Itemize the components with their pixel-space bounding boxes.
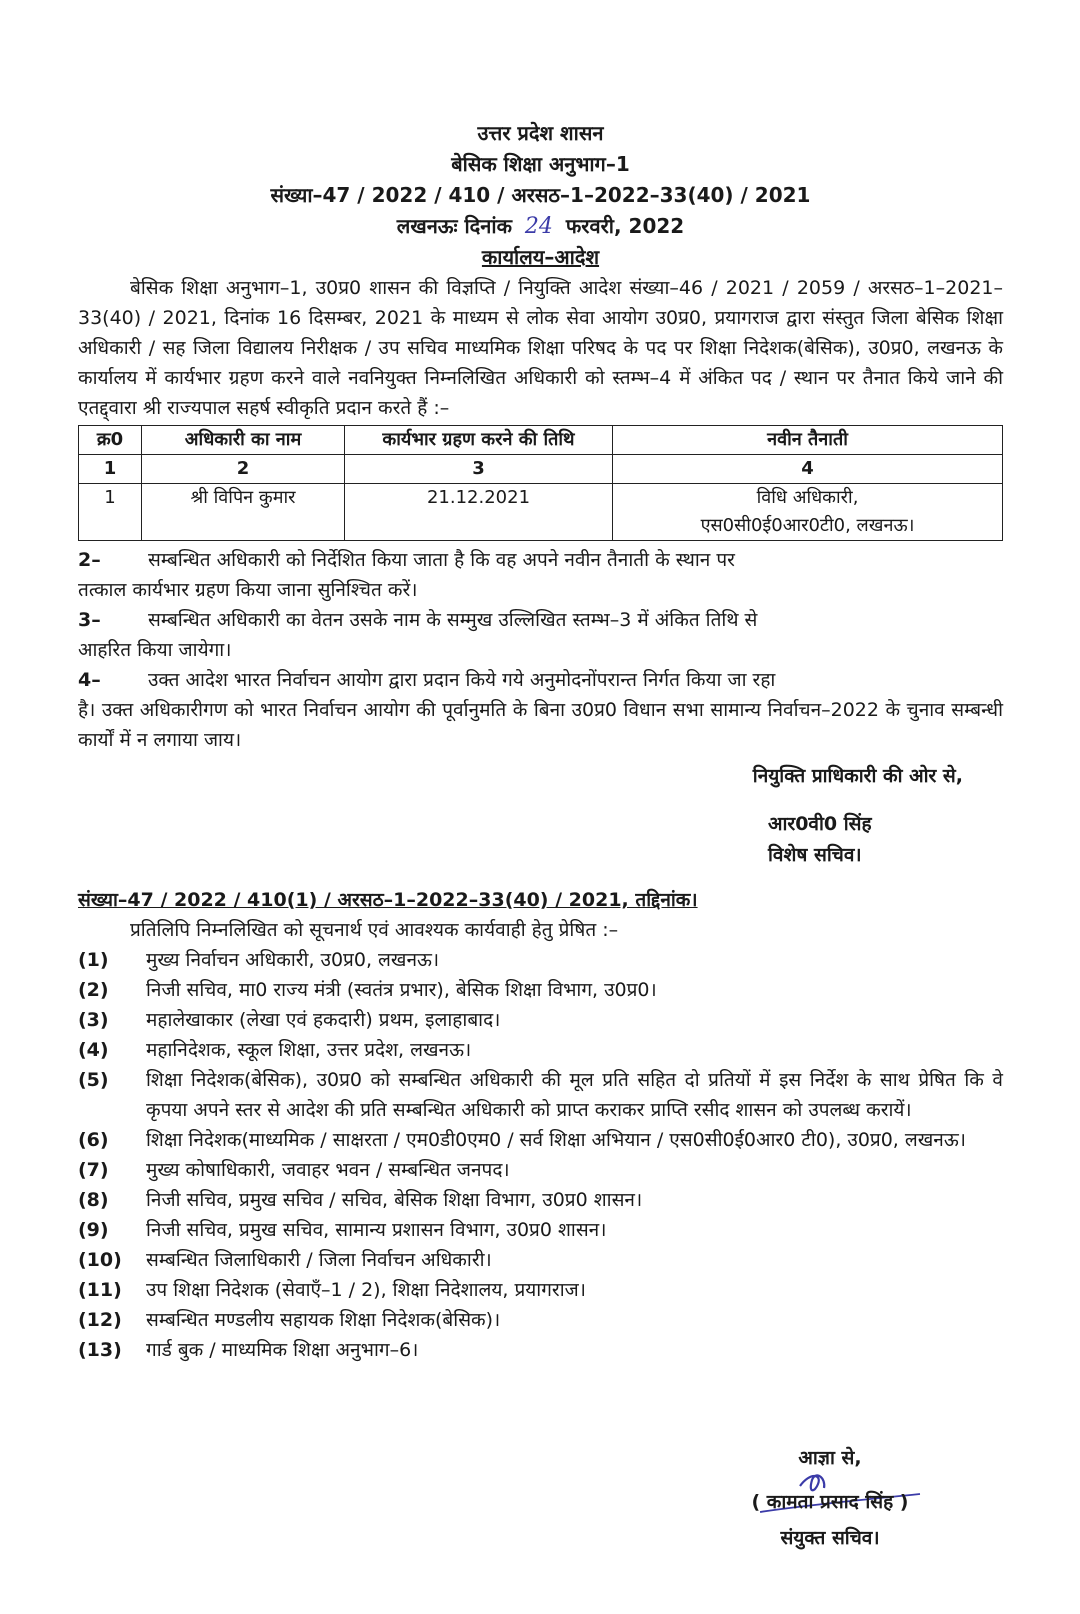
list-item bbox=[78, 1245, 1003, 1275]
list-item-text: निजी सचिव, मा0 राज्य मंत्री (स्वतंत्र प्रभार), बेसिक शिक्षा विभाग, उ0प्र0। bbox=[146, 979, 657, 1001]
list-item-number: (11) bbox=[78, 1279, 122, 1301]
col-name-header: अधिकारी का नाम bbox=[142, 426, 345, 455]
list-item bbox=[78, 1275, 1003, 1305]
list-item-number: (13) bbox=[78, 1339, 122, 1361]
list-item-text: उप शिक्षा निदेशक (सेवाएँ–1 / 2), शिक्षा निदेशालय, प्रयागराज। bbox=[146, 1279, 586, 1301]
col-sno-header: क्र0 bbox=[79, 426, 142, 455]
list-item-text: गार्ड बुक / माध्यमिक शिक्षा अनुभाग–6। bbox=[146, 1339, 419, 1361]
closing-order-line: आज्ञा से, bbox=[798, 1447, 862, 1469]
list-item bbox=[78, 1215, 1003, 1245]
list-item bbox=[78, 1155, 1003, 1185]
cell-name: श्री विपिन कुमार bbox=[142, 484, 345, 541]
list-item bbox=[78, 1065, 1003, 1125]
list-item bbox=[78, 1305, 1003, 1335]
list-item-number: (1) bbox=[78, 949, 109, 971]
list-item bbox=[78, 1125, 1003, 1155]
col-posting-header: नवीन तैनाती bbox=[613, 426, 1003, 455]
cell-posting bbox=[613, 484, 1003, 541]
list-item-text: शिक्षा निदेशक(बेसिक), उ0प्र0 को सम्बन्धित अधिकारी की मूल प्रति सहित दो प्रतियों में इस निर्देश के साथ प्रेषित कि वे कृपया अपने स्तर से आदेश की प्रति सम्बन्धित अधिकारी को प्राप्त कराकर प्राप्ति रसीद शासन को उपलब्ध करायें। bbox=[146, 1069, 1003, 1121]
list-item-text: सम्बन्धित मण्डलीय सहायक शिक्षा निदेशक(बेसिक)। bbox=[146, 1309, 501, 1331]
col-date-header: कार्यभार ग्रहण करने की तिथि bbox=[345, 426, 613, 455]
date-suffix: फरवरी, 2022 bbox=[565, 214, 685, 238]
list-item-number: (4) bbox=[78, 1039, 109, 1061]
signatory-block bbox=[768, 809, 1003, 871]
list-item-text: शिक्षा निदेशक(माध्यमिक / साक्षरता / एम0डी0एम0 / सर्व शिक्षा अभियान / एस0सी0ई0आर0 टी0), उ0प्र0, लखनऊ। bbox=[146, 1129, 966, 1151]
paragraph-3-number: 3– bbox=[78, 609, 101, 631]
posting-table bbox=[78, 425, 1003, 541]
paragraph-4-first-line: उक्त आदेश भारत निर्वाचन आयोग द्वारा प्रदान किये गये अनुमोदनोंपरान्त निर्गत किया जा रहा bbox=[148, 669, 776, 691]
list-item-text: महालेखाकार (लेखा एवं हकदारी) प्रथम, इलाहाबाद। bbox=[146, 1009, 501, 1031]
paragraph-2 bbox=[78, 545, 1003, 605]
list-item-text: सम्बन्धित जिलाधिकारी / जिला निर्वाचन अधिकारी। bbox=[146, 1249, 492, 1271]
list-item-number: (5) bbox=[78, 1069, 109, 1091]
closing-block bbox=[700, 1440, 960, 1556]
list-item bbox=[78, 945, 1003, 975]
list-item-number: (6) bbox=[78, 1129, 109, 1151]
paragraph-4-number: 4– bbox=[78, 669, 101, 691]
posting-line-1: विधि अधिकारी, bbox=[756, 487, 859, 508]
list-item bbox=[78, 1035, 1003, 1065]
col-number-3: 3 bbox=[345, 455, 613, 484]
list-item-text: महानिदेशक, स्कूल शिक्षा, उत्तर प्रदेश, लखनऊ। bbox=[146, 1039, 472, 1061]
signatory-designation: विशेष सचिव। bbox=[768, 844, 862, 866]
list-item bbox=[78, 1005, 1003, 1035]
intro-paragraph: बेसिक शिक्षा अनुभाग–1, उ0प्र0 शासन की विज्ञप्ति / नियुक्ति आदेश संख्या–46 / 2021 / 2059 / अरसठ–1–2021–33(40) / 2021, दिनांक 16 दिसम्बर, 2021 के माध्यम से लोक सेवा आयोग उ0प्र0, प्रयागराज द्वारा संस्तुत जिला बेसिक शिक्षा अधिकारी / सह जिला विद्यालय निरीक्षक / उप सचिव माध्यमिक शिक्षा परिषद के पद पर शिक्षा निदेशक(बेसिक), उ0प्र0, लखनऊ के कार्यालय में कार्यभार ग्रहण करने वाले नवनियुक्त निम्नलिखित अधिकारी को स्तम्भ–4 में अंकित पद / स्थान पर तैनात किये जाने की एतद्द्वारा श्री राज्यपाल सहर्ष स्वीकृति प्रदान करते हैं :– bbox=[78, 277, 1004, 419]
paragraph-2-first-line: सम्बन्धित अधिकारी को निर्देशित किया जाता है कि वह अपने नवीन तैनाती के स्थान पर bbox=[148, 549, 735, 571]
list-item bbox=[78, 1185, 1003, 1215]
table-header-row bbox=[79, 426, 1003, 455]
handwritten-date: 24 bbox=[524, 214, 553, 239]
list-item bbox=[78, 1335, 1003, 1365]
col-number-1: 1 bbox=[79, 455, 142, 484]
paragraph-4 bbox=[78, 665, 1003, 755]
list-item bbox=[78, 975, 1003, 1005]
order-title: कार्यालय–आदेश bbox=[481, 245, 600, 269]
copy-intro: प्रतिलिपि निम्नलिखित को सूचनार्थ एवं आवश्यक कार्यवाही हेतु प्रेषित :– bbox=[130, 919, 619, 941]
posting-line-2: एस0सी0ई0आर0टी0, लखनऊ। bbox=[700, 515, 915, 536]
copy-reference: संख्या–47 / 2022 / 410(1) / अरसठ–1–2022–33(40) / 2021, तद्दिनांक। bbox=[78, 889, 698, 911]
list-item-text: निजी सचिव, प्रमुख सचिव, सामान्य प्रशासन विभाग, उ0प्र0 शासन। bbox=[146, 1219, 607, 1241]
list-item-number: (8) bbox=[78, 1189, 109, 1211]
order-document bbox=[78, 118, 1003, 1365]
table-row bbox=[79, 484, 1003, 541]
paragraph-2-rest: तत्काल कार्यभार ग्रहण किया जाना सुनिश्चित करें। bbox=[78, 579, 418, 601]
list-item-number: (9) bbox=[78, 1219, 109, 1241]
signatory-name: आर0वी0 सिंह bbox=[768, 813, 872, 835]
reference-number: संख्या–47 / 2022 / 410 / अरसठ–1–2022–33(40) / 2021 bbox=[270, 183, 811, 207]
col-number-2: 2 bbox=[142, 455, 345, 484]
list-item-text: मुख्य कोषाधिकारी, जवाहर भवन / सम्बन्धित जनपद। bbox=[146, 1159, 510, 1181]
date-prefix: लखनऊः दिनांक bbox=[396, 214, 512, 238]
cell-sno: 1 bbox=[79, 484, 142, 541]
list-item-text: निजी सचिव, प्रमुख सचिव / सचिव, बेसिक शिक्षा विभाग, उ0प्र0 शासन। bbox=[146, 1189, 643, 1211]
order-date bbox=[78, 211, 1003, 242]
paragraph-2-number: 2– bbox=[78, 549, 101, 571]
paragraph-3 bbox=[78, 605, 1003, 665]
col-number-4: 4 bbox=[613, 455, 1003, 484]
government-name: उत्तर प्रदेश शासन bbox=[477, 121, 604, 145]
list-item-text: मुख्य निर्वाचन अधिकारी, उ0प्र0, लखनऊ। bbox=[146, 949, 440, 971]
letterhead bbox=[78, 118, 1003, 273]
list-item-number: (7) bbox=[78, 1159, 109, 1181]
list-item-number: (3) bbox=[78, 1009, 109, 1031]
paragraph-3-rest: आहरित किया जायेगा। bbox=[78, 639, 232, 661]
closing-designation: संयुक्त सचिव। bbox=[780, 1527, 880, 1549]
cell-date: 21.12.2021 bbox=[345, 484, 613, 541]
closing-name: ( कामता प्रसाद सिंह ) bbox=[751, 1491, 909, 1513]
list-item-number: (12) bbox=[78, 1309, 122, 1331]
paragraph-3-first-line: सम्बन्धित अधिकारी का वेतन उसके नाम के सम्मुख उल्लिखित स्तम्भ–3 में अंकित तिथि से bbox=[148, 609, 758, 631]
section-name: बेसिक शिक्षा अनुभाग–1 bbox=[451, 152, 630, 176]
copy-recipient-list bbox=[78, 945, 1003, 1365]
list-item-number: (2) bbox=[78, 979, 109, 1001]
paragraph-4-rest: है। उक्त अधिकारीगण को भारत निर्वाचन आयोग की पूर्वानुमति के बिना उ0प्र0 विधान सभा सामान्य निर्वाचन–2022 के चुनाव सम्बन्धी कार्यों में न लगाया जाय। bbox=[78, 699, 1003, 751]
authority-line: नियुक्ति प्राधिकारी की ओर से, bbox=[752, 765, 963, 787]
table-number-row bbox=[79, 455, 1003, 484]
list-item-number: (10) bbox=[78, 1249, 122, 1271]
